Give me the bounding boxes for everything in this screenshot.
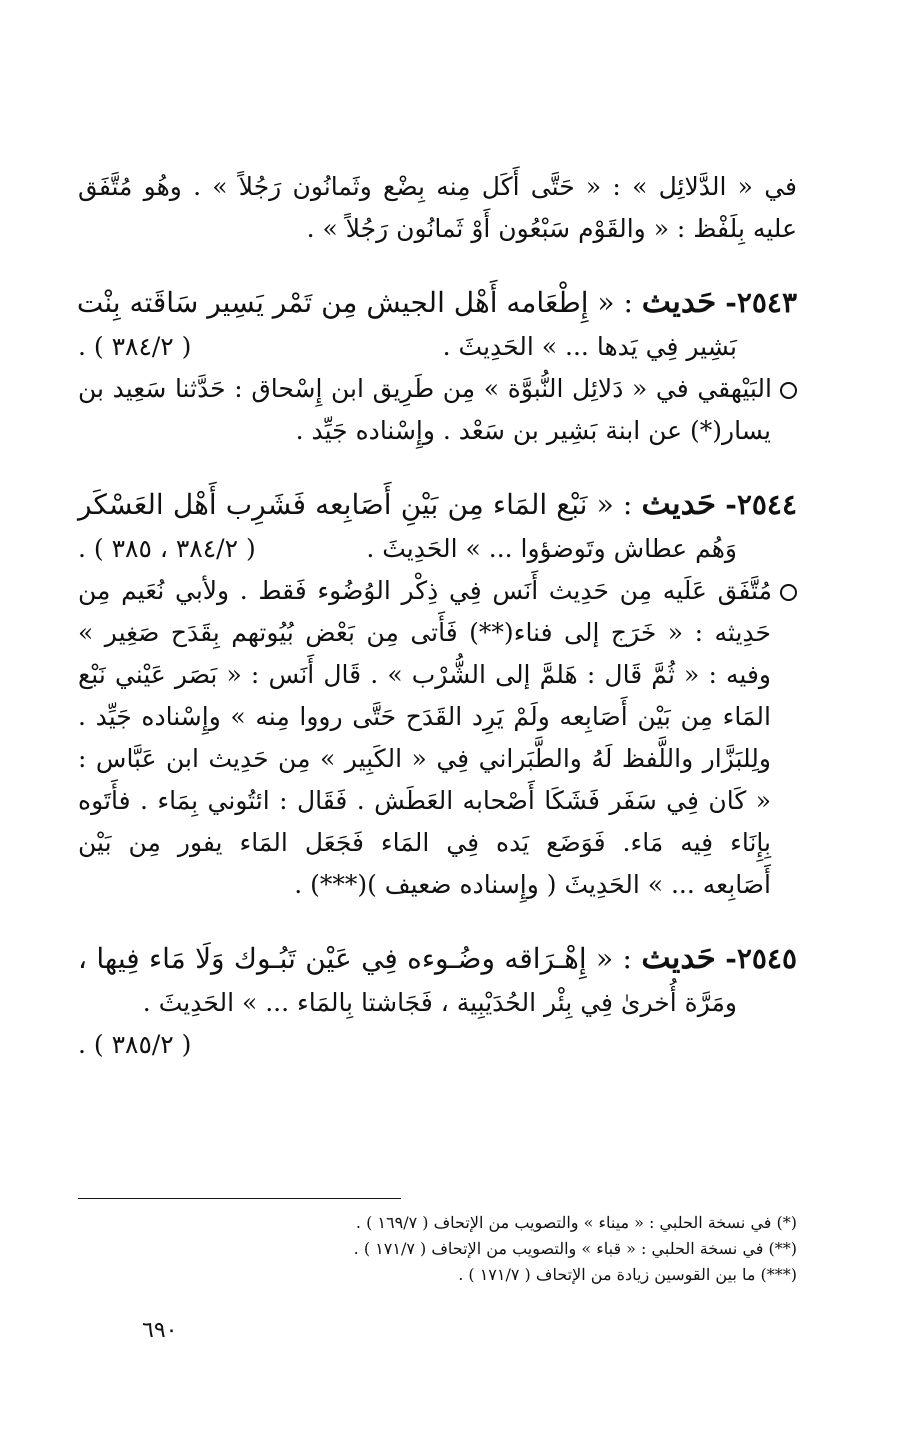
source-reference: ( ٣٨٥/٢ ) . xyxy=(78,1030,192,1059)
circle-bullet-icon xyxy=(780,382,797,399)
hadith-2544 xyxy=(78,480,797,906)
hadith-2544-heading xyxy=(78,480,797,528)
hadith-2543-line-2 xyxy=(78,326,797,368)
hadith-2544-comment-8: أَصَابِعه ... » الحَدِيثَ ( وإِسناده ضعيف )(***) . xyxy=(294,870,771,899)
hadith-text: : « إِطْعَامه أَهْل الجيش مِن تَمْر يَسِير سَاقَته بِنْت xyxy=(76,286,633,319)
source-reference: ( ٣٨٤/٢ ) . xyxy=(78,332,192,361)
hadith-2543-comment-2: يسار(*) عن ابنة بَشِير بن سَعْد . وإِسْناده جَيِّد . xyxy=(295,416,771,445)
footnote-3: (***) ما بين القوسين زيادة من الإتحاف ( ١٧١/٧ ) . xyxy=(458,1265,797,1284)
hadith-2543-comment-1 xyxy=(78,368,797,410)
footnote-1: (*) في نسخة الحلبي : « ميناء » والتصويب من الإتحاف ( ١٦٩/٧ ) . xyxy=(355,1213,797,1232)
hadith-number: ٢٥٤٤- xyxy=(725,488,797,521)
comment-text: البَيْهقي في « دَلائِل النُّبوَّة » مِن طَرِيق ابن إِسْحاق : حَدَّثنا سَعِيد بن xyxy=(78,374,772,403)
hadith-2544-comment-3: وفيه : « ثُمَّ قَال : هَلمَّ إلى الشُّرْب » . قَال أَنَس : « بَصَر عَيْني نَبْع xyxy=(78,660,771,689)
hadith-text: : « إِهْـرَاقه وضُـوءه فِي عَيْن تَبُـوك وَلَا مَاء فِيها ، xyxy=(78,942,632,975)
hadith-2544-comment-1 xyxy=(78,570,797,612)
intro-paragraph xyxy=(78,166,797,250)
hadith-2544-comment-5: ولِلبَزَّار واللَّفظ لَهُ والطَّبَراني فِي « الكَبِير » مِن حَدِيث ابن عَبَّاس : xyxy=(78,744,771,773)
intro-line-1: في « الدَّلائِل » : « حَتَّى أَكَل مِنه بِضْع وثَمانُون رَجُلاً » . وهُو مُتَّفَق xyxy=(78,172,797,201)
hadith-number: ٢٥٤٣- xyxy=(725,286,797,319)
hadith-2544-comment-4: المَاء مِن بَيْن أَصَابِعه ولَمْ يَرِد القَدَح حَتَّى رووا مِنه » وإِسْناده جَيِّد . xyxy=(78,702,771,731)
footnote-separator xyxy=(78,1198,401,1199)
source-reference: ( ٣٨٤/٢ ، ٣٨٥ ) . xyxy=(78,534,256,563)
hadith-keyword: حَديث xyxy=(641,284,717,320)
footnote-2: (**) في نسخة الحلبي : « قباء » والتصويب من الإتحاف ( ١٧١/٧ ) . xyxy=(353,1239,797,1258)
hadith-2544-comment-7: بِإِنَاء فِيه مَاء. فَوَضَع يَده فِي المَاء فَجَعَل المَاء يفور مِن بَيْن xyxy=(78,828,771,857)
footnotes xyxy=(78,1210,797,1288)
hadith-2544-line-2 xyxy=(78,528,797,570)
hadith-text: وَهُم عطاش وتَوضؤوا ... » الحَدِيثَ . xyxy=(366,534,737,563)
hadith-keyword: حَديث xyxy=(641,940,716,976)
hadith-2543 xyxy=(78,278,797,452)
intro-line-2: عليه بِلَفْظ : « والقَوْم سَبْعُون أَوْ ثَمانُون رَجُلاً » . xyxy=(306,214,797,243)
hadith-2544-comment-2: حَدِيثه : « خَرَج إلى فناء(**) فَأَتى مِن بَعْض بُيُوتهم بِقَدَح صَغِير » xyxy=(78,618,771,647)
hadith-2545-heading xyxy=(78,934,797,982)
hadith-2545 xyxy=(78,934,797,1066)
hadith-2545-line-2: ومَرَّة أُخرىٰ فِي بِئْر الحُدَيْبِية ، فَجَاشتا بِالمَاء ... » الحَدِيثَ . xyxy=(142,988,737,1017)
page-number: ٦٩٠ xyxy=(142,1318,178,1343)
hadith-text: : « نَبْع المَاء مِن بَيْنِ أَصَابِعه فَشَرِب أَهْل العَسْكَر xyxy=(78,488,633,521)
hadith-text: بَشِير فِي يَدها ... » الحَدِيثَ . xyxy=(442,332,737,361)
comment-text: مُتَّفَق عَلَيه مِن حَدِيث أَنَس فِي ذِكْر الوُضُوء فَقط . ولأبي نُعَيم مِن xyxy=(78,576,772,605)
hadith-2545-line-3 xyxy=(78,1024,797,1066)
hadith-keyword: حَديث xyxy=(641,486,717,522)
circle-bullet-icon xyxy=(780,584,797,601)
page-body xyxy=(78,166,797,1086)
hadith-number: ٢٥٤٥- xyxy=(725,942,797,975)
hadith-2544-comment-6: « كَان فِي سَفَر فَشَكَا أَصْحابه العَطَش . فَقَال : ائتُوني بِمَاء . فأَتَوه xyxy=(78,786,771,815)
hadith-2543-heading xyxy=(78,278,797,326)
